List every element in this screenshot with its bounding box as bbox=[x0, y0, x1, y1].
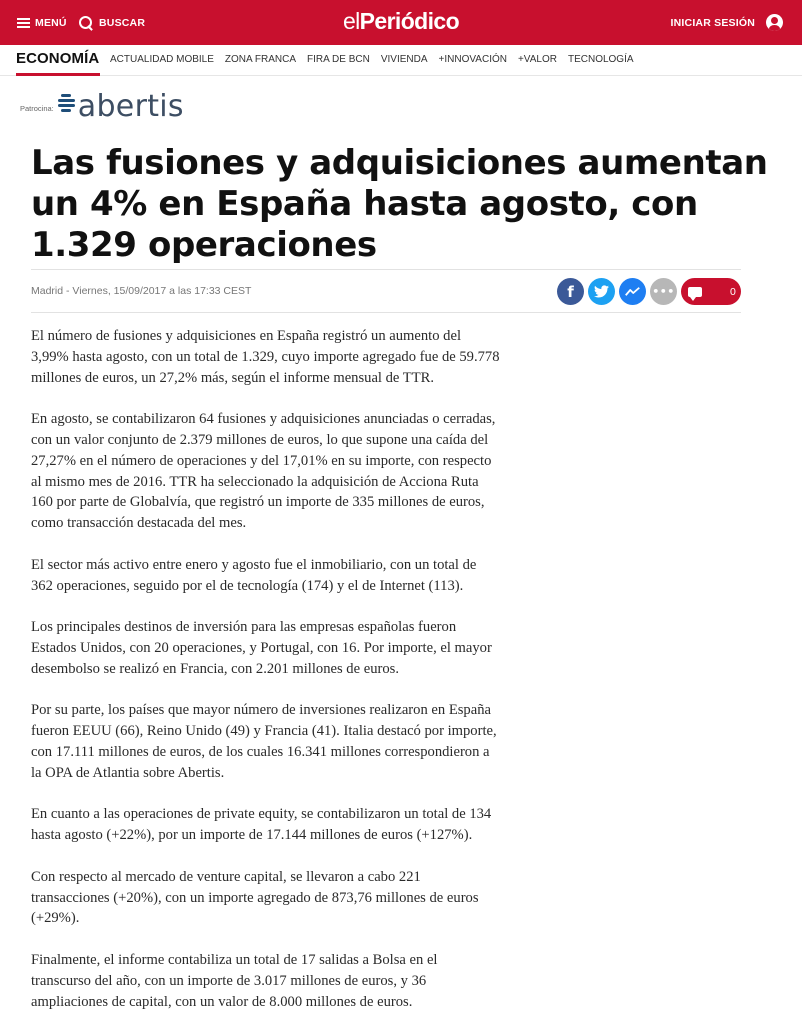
facebook-icon[interactable]: f bbox=[557, 278, 584, 305]
nav-link-vivienda[interactable]: VIVIENDA bbox=[380, 54, 428, 65]
share-bar bbox=[553, 278, 741, 305]
article-paragraph: Con respecto al mercado de venture capital, se llevaron a cabo 221 transacciones (+20%), con un importe agregado de 873,76 millones de euros (+29%). bbox=[31, 868, 479, 927]
comment-count: 0 bbox=[730, 285, 736, 298]
section-links bbox=[110, 54, 645, 65]
article-paragraph: El número de fusiones y adquisiciones en España registró un aumento del 3,99% hasta agosto, con un total de 1.329, cuyo importe agregado fue de 59.778 millones de euros, un 27,2% más, según el informe mensual de TTR. bbox=[31, 328, 500, 386]
article-body bbox=[31, 326, 501, 1024]
top-bar bbox=[0, 0, 802, 45]
twitter-icon[interactable] bbox=[588, 278, 615, 305]
nav-link-fira-de-bcn[interactable]: FIRA DE BCN bbox=[307, 54, 370, 65]
article-dateline: Madrid - Viernes, 15/09/2017 a las 17:33 CEST bbox=[31, 285, 252, 297]
user-icon[interactable] bbox=[766, 14, 783, 31]
section-nav bbox=[0, 45, 802, 76]
abertis-logo-icon bbox=[57, 92, 77, 112]
article-paragraph: Finalmente, el informe contabiliza un total de 17 salidas a Bolsa en el transcurso del año, con un importe de 3.017 millones de euros, y 36 ampliaciones de capital, con un valor de 8.000 millones de euros. bbox=[31, 951, 438, 1010]
article-paragraph: En cuanto a las operaciones de private equity, se contabilizaron un total de 134 hasta agosto (+22%), por un importe de 17.144 millones de euros (+127%). bbox=[31, 806, 492, 844]
sponsor-label: Patrocina: bbox=[20, 103, 54, 113]
nav-link-zona-franca[interactable]: ZONA FRANCA bbox=[224, 54, 297, 65]
logo-light: el bbox=[342, 8, 360, 34]
comment-icon bbox=[688, 287, 702, 297]
section-title[interactable]: ECONOMÍA bbox=[16, 50, 100, 67]
article-meta-row bbox=[31, 269, 741, 313]
search-label: BUSCAR bbox=[99, 17, 146, 29]
menu-label: MENÚ bbox=[35, 17, 67, 29]
sponsor-brand: abertis bbox=[77, 88, 184, 124]
sponsor-block[interactable] bbox=[20, 88, 184, 124]
article-headline: Las fusiones y adquisiciones aumentan un 4% en España hasta agosto, con 1.329 operaciones bbox=[31, 143, 768, 265]
login-label: INICIAR SESIÓN bbox=[670, 17, 755, 29]
nav-link-innovacion[interactable]: +INNOVACIÓN bbox=[438, 54, 507, 65]
nav-link-valor[interactable]: +VALOR bbox=[517, 54, 557, 65]
section-underline bbox=[16, 73, 100, 76]
messenger-icon[interactable] bbox=[619, 278, 646, 305]
nav-link-actualidad-mobile[interactable]: ACTUALIDAD MOBILE bbox=[110, 54, 214, 65]
article-paragraph: En agosto, se contabilizaron 64 fusiones y adquisiciones anunciadas o cerradas, con un valor conjunto de 2.379 millones de euros, lo que supone una caída del 27,27% en el número de operaciones y del 17,01% en su importe, con respecto al mismo mes de 2016. TTR ha seleccionado la adquisición de Acciona Ruta 160 por parte de Globalvía, que registró un importe de 335 millones de euros, como transacción destacada del mes. bbox=[31, 411, 496, 532]
article-paragraph: El sector más activo entre enero y agosto fue el inmobiliario, con un total de 362 operaciones, seguido por el de tecnología (174) y el de Internet (113). bbox=[31, 556, 477, 594]
article-paragraph: Los principales destinos de inversión para las empresas españolas fueron Estados Unidos, con 20 operaciones, y Portugal, con 16. Por importe, el mayor desembolso se realizó en Francia, con 2.201 millones de euros. bbox=[31, 619, 492, 677]
nav-link-tecnologia[interactable]: TECNOLOGÍA bbox=[567, 54, 634, 65]
login-button[interactable] bbox=[671, 15, 755, 31]
article-paragraph: Por su parte, los países que mayor número de inversiones realizaron en España fueron EEUU (66), Reino Unido (49) y Francia (41). Italia destacó por importe, con 17.111 millones de euros, de los cuales 16.341 millones correspondieron a la OPA de Atlantia sobre Abertis. bbox=[31, 702, 497, 781]
logo-bold: Periódico bbox=[359, 8, 460, 34]
more-icon[interactable]: ••• bbox=[650, 278, 677, 305]
comments-button[interactable] bbox=[681, 278, 741, 305]
